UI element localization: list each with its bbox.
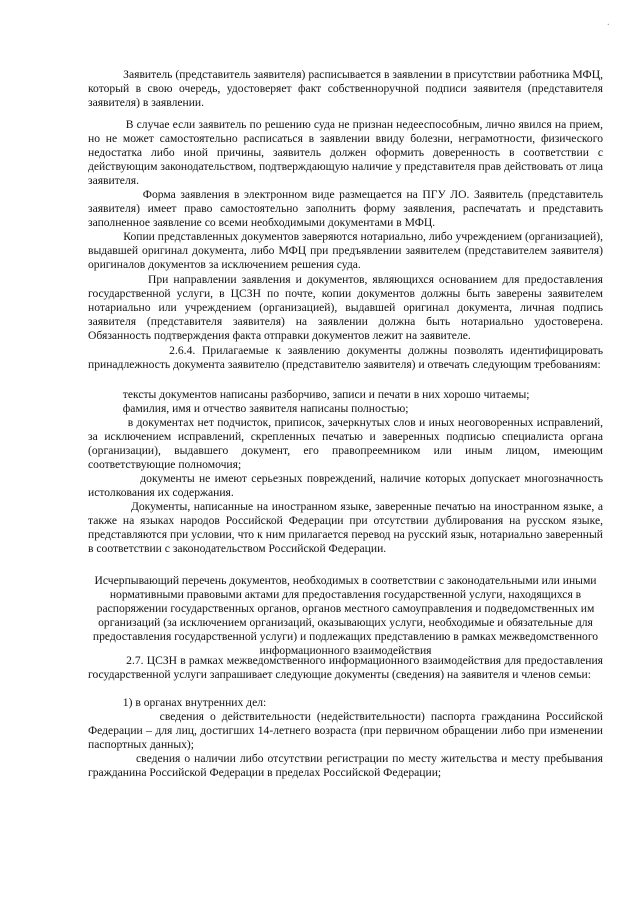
paragraph-2-6-4: 2.6.4. Прилагаемые к заявлению документы должны позволять идентифицировать принадлежность документа заявителю (представителю заявителя) и отвечать следующим требованиям: <box>88 344 603 371</box>
paragraph-electronic-form: Форма заявления в электронном виде размещается на ПГУ ЛО. Заявитель (представитель заявителя) имеет право самостоятельно заполнить форму заявления, распечатать и представить заполненное заявление со всеми необходимыми документами в МФЦ. <box>88 188 603 229</box>
list-item-full-name: фамилия, имя и отчество заявителя написаны полностью; <box>88 402 409 415</box>
list-item-legible: тексты документов написаны разборчиво, записи и печати в них хорошо читаемы; <box>88 388 530 401</box>
list-item-no-corrections: в документах нет подчисток, приписок, зачеркнутых слов и иных неоговоренных исправлений, за исключением исправлений, скрепленных печатью и заверенных подписью специалиста органа (организации), выдавшего документ, его правопреемником или иным лицом, имеющим соответствующие полномочия; <box>88 416 603 471</box>
paragraph-foreign-language: Документы, написанные на иностранном языке, заверенные печатью на иностранном языке, а также на языках народов Российской Федерации при отсутствии дублирования на русском языке, представляются при условии, что к ним прилагается перевод на русский язык, нотариально заверенный в соответствии с законодательством Российской Федерации. <box>88 500 603 555</box>
paragraph-power-of-attorney: В случае если заявитель по решению суда не признан недееспособным, лично явился на прием, но не может самостоятельно расписаться в заявлении ввиду болезни, неграмотности, физического недостатка либо иной причины, заявитель должен оформить доверенность в соответствии с действующим законодательством, подтверждающую наличие у представителя прав действовать от лица заявителя. <box>88 118 603 187</box>
scan-mark: · <box>606 20 610 31</box>
paragraph-mail-submission: При направлении заявления и документов, являющихся основанием для предоставления государственной услуги, в ЦСЗН по почте, копии документов должны быть заверены заявителем нотариально или учреждением (организацией), выдавшей оригинал документа, личная подпись заявителя (представителя заявителя) на заявлении должна быть нотариально удостоверена. Обязанность подтверждения факта отправки документов лежит на заявителе. <box>88 273 603 342</box>
list-item-registration: сведения о наличии либо отсутствии регистрации по месту жительства и месту пребывания гражданина Российской Федерации в пределах Российской Федерации; <box>88 752 603 779</box>
list-item-no-damage: документы не имеют серьезных повреждений, наличие которых допускает многозначность истолкования их содержания. <box>88 472 603 499</box>
section-heading-interagency-list: Исчерпывающий перечень документов, необходимых в соответствии с законодательными или иными нормативными правовыми актами для предоставления государственной услуги, находящихся в распоряжении государственных органов, органов местного самоуправления и подведомственных им организаций (за исключением организаций, оказывающих услуги, необходимые и обязательные для предоставления государственной услуги) и подлежащих представлению в рамках межведомственного информационного взаимодействия <box>92 574 599 657</box>
paragraph-copies-certified: Копии представленных документов заверяются нотариально, либо учреждением (организацией), выдавшей оригинал документа, либо МФЦ при предъявлении заявителем (представителем заявителя) оригиналов документов за исключением решения суда. <box>88 230 603 271</box>
paragraph-signature: Заявитель (представитель заявителя) расписывается в заявлении в присутствии работника МФЦ, который в свою очередь, удостоверяет факт собственноручной подписи заявителя (представителя заявителя) в заявлении. <box>88 68 603 109</box>
list-item-internal-affairs: 1) в органах внутренних дел: <box>88 696 267 709</box>
paragraph-2-7: 2.7. ЦСЗН в рамках межведомственного информационного взаимодействия для предоставления государственной услуги запрашивает следующие документы (сведения) на заявителя и членов семьи: <box>88 654 603 681</box>
list-item-passport-validity: сведения о действительности (недействительности) паспорта гражданина Российской Федерации – для лиц, достигших 14-летнего возраста (при первичном обращении либо при изменении паспортных данных); <box>88 710 603 751</box>
